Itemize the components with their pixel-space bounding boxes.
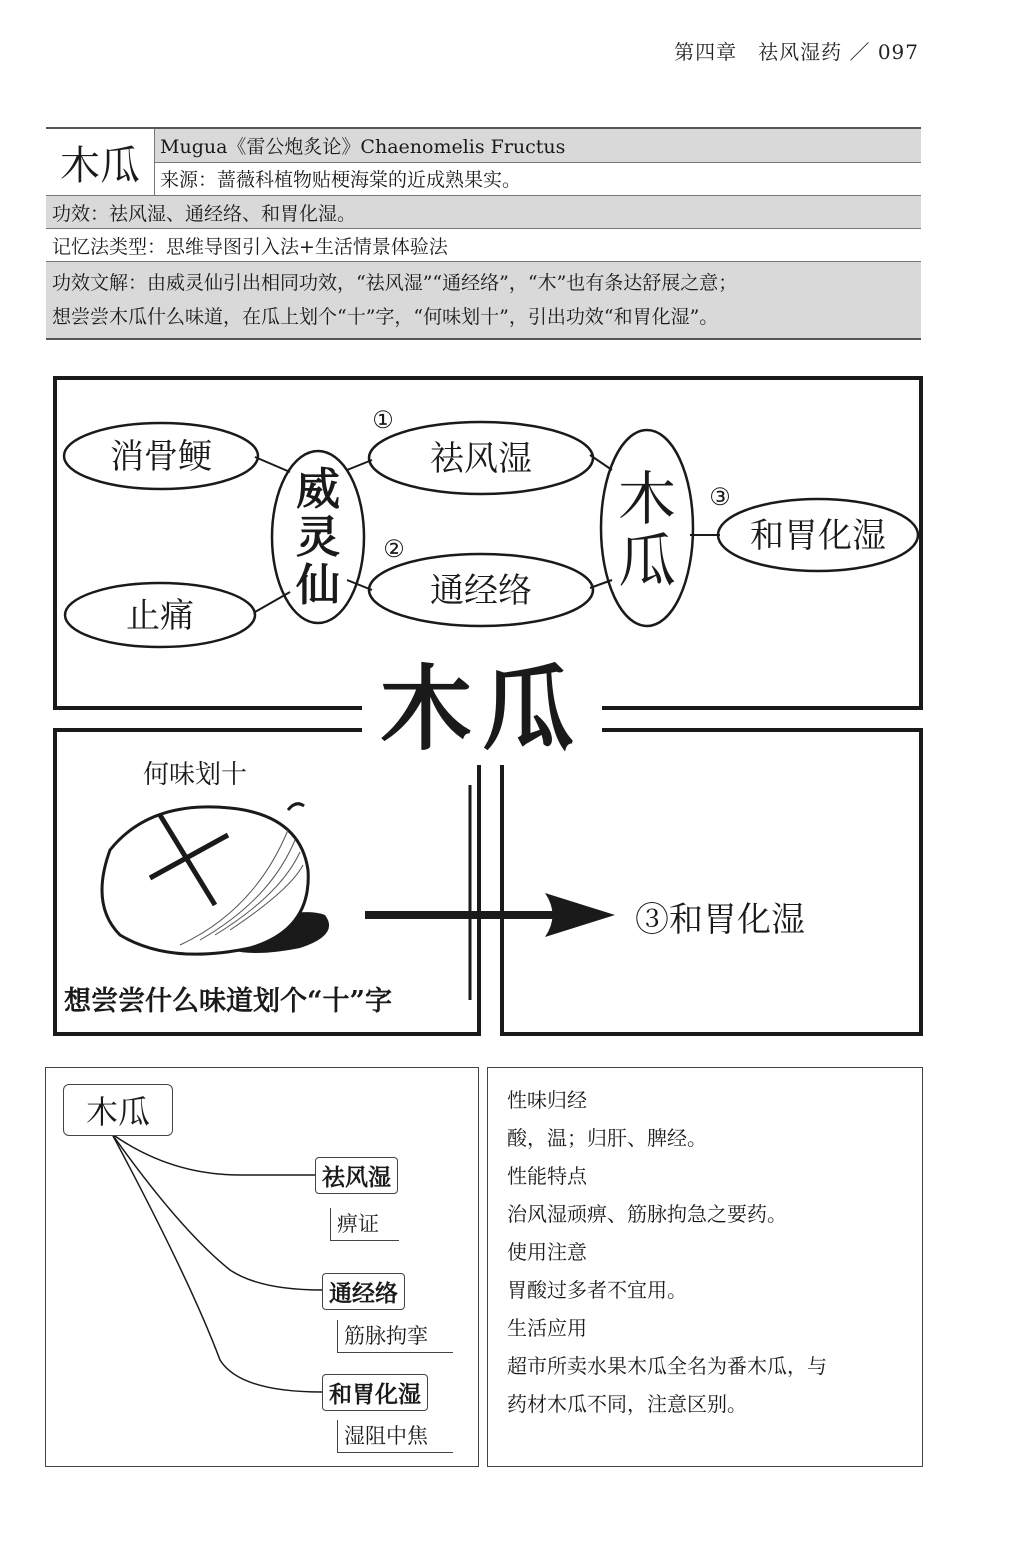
- branch-sub-3: 湿阻中焦: [337, 1420, 453, 1453]
- branch-line: [112, 1134, 315, 1175]
- marker-3: ③: [709, 483, 731, 511]
- center-left-name: 威灵仙: [296, 464, 340, 611]
- property-info-text: [507, 1081, 912, 1423]
- mindmap-root: 木瓜: [63, 1084, 173, 1136]
- center-right-name: 木瓜: [618, 465, 677, 595]
- explanation-line-1: 功效文解：由威灵仙引出相同功效，“祛风湿”“通经络”，“木”也有条达舒展之意；: [52, 272, 738, 294]
- info-text: 胃酸过多者不宜用。: [507, 1278, 687, 1302]
- info-text: 药材木瓜不同，注意区别。: [507, 1392, 747, 1416]
- left-item-2: 止痛: [126, 596, 194, 636]
- branch-node-2: 通经络: [322, 1273, 405, 1310]
- branch-sub-1: 痹证: [330, 1208, 399, 1241]
- info-heading: 性能特点: [507, 1164, 587, 1188]
- shared-effect-2: 通经络: [430, 571, 532, 611]
- memory-type: 记忆法类型：思维导图引入法+生活情景体验法: [46, 229, 921, 262]
- scene-result: ③和胃化湿: [635, 900, 805, 940]
- left-item-1: 消骨鲠: [110, 437, 212, 477]
- scene-hint: 何味划十: [143, 760, 248, 790]
- big-title: 木瓜: [362, 655, 602, 765]
- branch-line: [112, 1134, 322, 1392]
- explanation-line-2: 想尝尝木瓜什么味道，在瓜上划个“十”字，“何味划十”，引出功效“和胃化湿”。: [52, 306, 719, 328]
- right-effect: 和胃化湿: [750, 516, 886, 556]
- info-heading: 使用注意: [507, 1240, 587, 1264]
- branch-node-1: 祛风湿: [315, 1157, 398, 1194]
- info-text: 超市所卖水果木瓜全名为番木瓜，与: [507, 1354, 827, 1378]
- branch-sub-2: 筋脉拘挛: [337, 1320, 453, 1353]
- info-text: 酸，温；归肝、脾经。: [507, 1126, 707, 1150]
- herb-name: 木瓜: [46, 129, 155, 195]
- scene-caption: 想尝尝什么味道划个“十”字: [64, 986, 393, 1017]
- herb-efficacy: 功效：祛风湿、通经络、和胃化湿。: [46, 196, 921, 229]
- herb-latin-line: Mugua《雷公炮炙论》Chaenomelis Fructus: [155, 129, 921, 163]
- herb-source: 来源：蔷薇科植物贴梗海棠的近成熟果实。: [160, 169, 522, 192]
- shared-effect-1: 祛风湿: [430, 439, 532, 479]
- branch-node-3: 和胃化湿: [322, 1374, 428, 1411]
- marker-1: ①: [372, 406, 394, 434]
- branch-line: [112, 1134, 322, 1290]
- info-text: 治风湿顽痹、筋脉拘急之要药。: [507, 1202, 787, 1226]
- info-heading: 性味归经: [507, 1088, 587, 1112]
- marker-2: ②: [383, 535, 405, 563]
- info-heading: 生活应用: [507, 1316, 587, 1340]
- running-header: 第四章 祛风湿药 ／ 097: [674, 40, 919, 64]
